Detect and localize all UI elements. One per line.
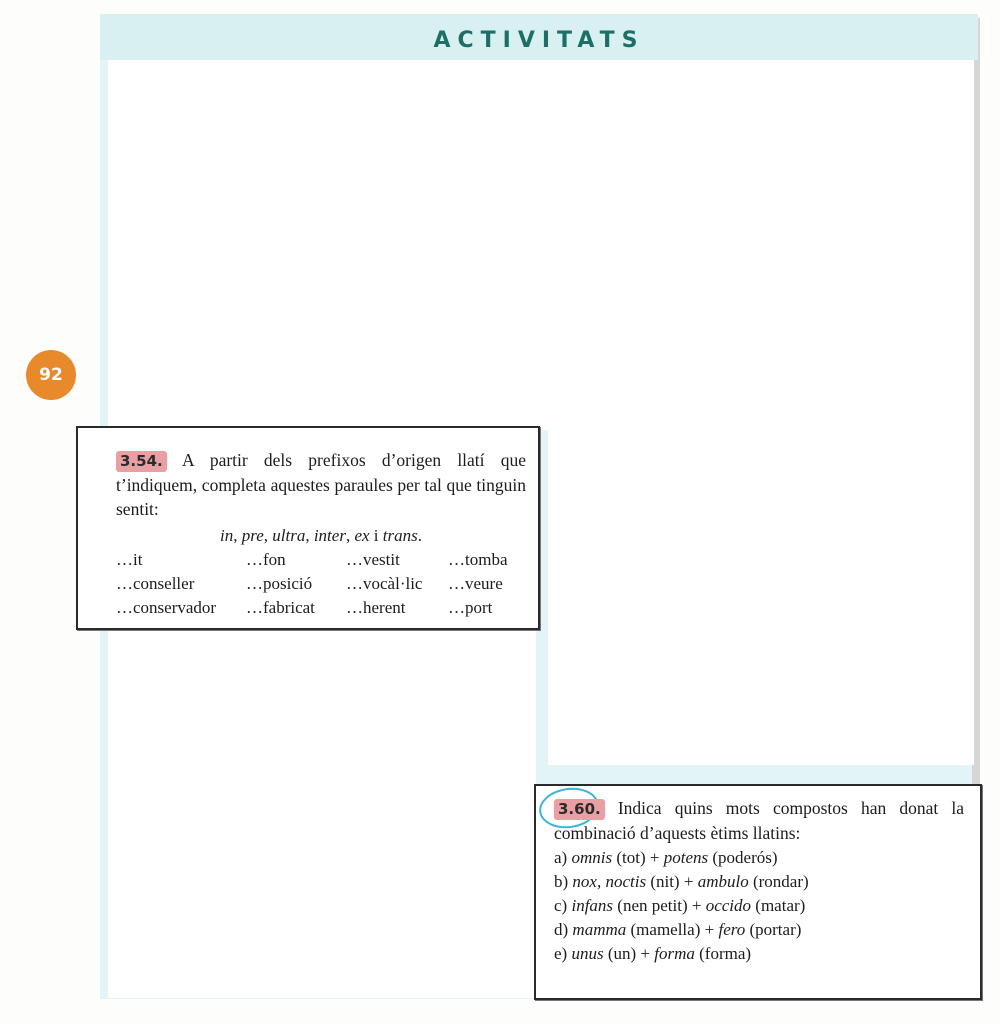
item-letter: c) — [554, 896, 568, 915]
exercise-text: Indica quins mots compostos han donat la combinació d’aquests ètims llatins: — [554, 798, 964, 843]
blank-content-area-right — [548, 60, 974, 765]
prefix: trans — [382, 526, 418, 545]
exercise-number-badge: 3.60. — [554, 799, 605, 820]
exercise-text: A partir dels prefixos d’origen llatí que t’indiquem, completa aquestes paraules per tal que tinguin sentit: — [116, 450, 526, 519]
word-item: …it — [116, 550, 143, 569]
exercise-3-54-instructions — [116, 448, 526, 521]
gloss: (forma) — [699, 944, 752, 963]
item-letter: a) — [554, 848, 568, 867]
list-item: a) omnis (tot) + potens (poderós) — [554, 848, 778, 867]
exercise-3-54-box — [76, 426, 540, 630]
latin-word: ambulo — [697, 872, 749, 891]
latin-word: potens — [663, 848, 709, 867]
list-item: e) unus (un) + forma (forma) — [554, 944, 752, 963]
page-title: ACTIVITATS — [433, 28, 645, 53]
exercise-3-60-box — [534, 784, 982, 1000]
word-item: …veure — [448, 574, 503, 593]
item-letter: e) — [554, 944, 568, 963]
prefix: pre — [241, 526, 264, 545]
word-item: …fon — [246, 550, 286, 569]
word-completion-grid — [116, 548, 536, 620]
latin-word: forma — [654, 944, 695, 963]
gloss: (mamella) — [630, 920, 701, 939]
page-number-badge: 92 — [26, 350, 76, 400]
gloss: (nit) — [650, 872, 680, 891]
item-letter: d) — [554, 920, 569, 939]
word-item: …vestit — [346, 550, 400, 569]
latin-word: unus — [571, 944, 604, 963]
gloss: (un) — [607, 944, 637, 963]
item-letter: b) — [554, 872, 569, 891]
word-item: …conseller — [116, 574, 195, 593]
gloss: (matar) — [755, 896, 806, 915]
gloss: (poderós) — [712, 848, 778, 867]
latin-word: fero — [718, 920, 746, 939]
gloss: (portar) — [749, 920, 802, 939]
etymon-list — [554, 846, 964, 966]
word-item: …posició — [246, 574, 313, 593]
word-item: …tomba — [448, 550, 508, 569]
word-item: …vocàl·lic — [346, 574, 423, 593]
list-item: c) infans (nen petit) + occido (matar) — [554, 896, 806, 915]
prefix: in — [220, 526, 234, 545]
prefix: ex — [354, 526, 370, 545]
prefix: inter — [313, 526, 346, 545]
exercise-number-badge: 3.54. — [116, 451, 167, 472]
list-item: b) nox, noctis (nit) + ambulo (rondar) — [554, 872, 809, 891]
latin-word: mamma — [572, 920, 627, 939]
word-item: …fabricat — [246, 598, 315, 617]
exercise-3-60-instructions — [554, 796, 964, 845]
latin-word: infans — [571, 896, 614, 915]
blank-content-area-left — [108, 628, 536, 998]
latin-word: occido — [705, 896, 752, 915]
list-item: d) mamma (mamella) + fero (portar) — [554, 920, 802, 939]
gloss: (nen petit) — [617, 896, 688, 915]
prefix-list: in, pre, ultra, inter, ex i trans. — [220, 526, 422, 545]
word-item: …conservador — [116, 598, 217, 617]
gloss: (rondar) — [752, 872, 809, 891]
latin-word: omnis — [571, 848, 613, 867]
word-item: …herent — [346, 598, 406, 617]
prefix-connector: i — [373, 526, 379, 545]
gloss: (tot) — [616, 848, 646, 867]
word-item: …port — [448, 598, 493, 617]
prefix: ultra — [272, 526, 306, 545]
latin-word: nox, noctis — [572, 872, 647, 891]
